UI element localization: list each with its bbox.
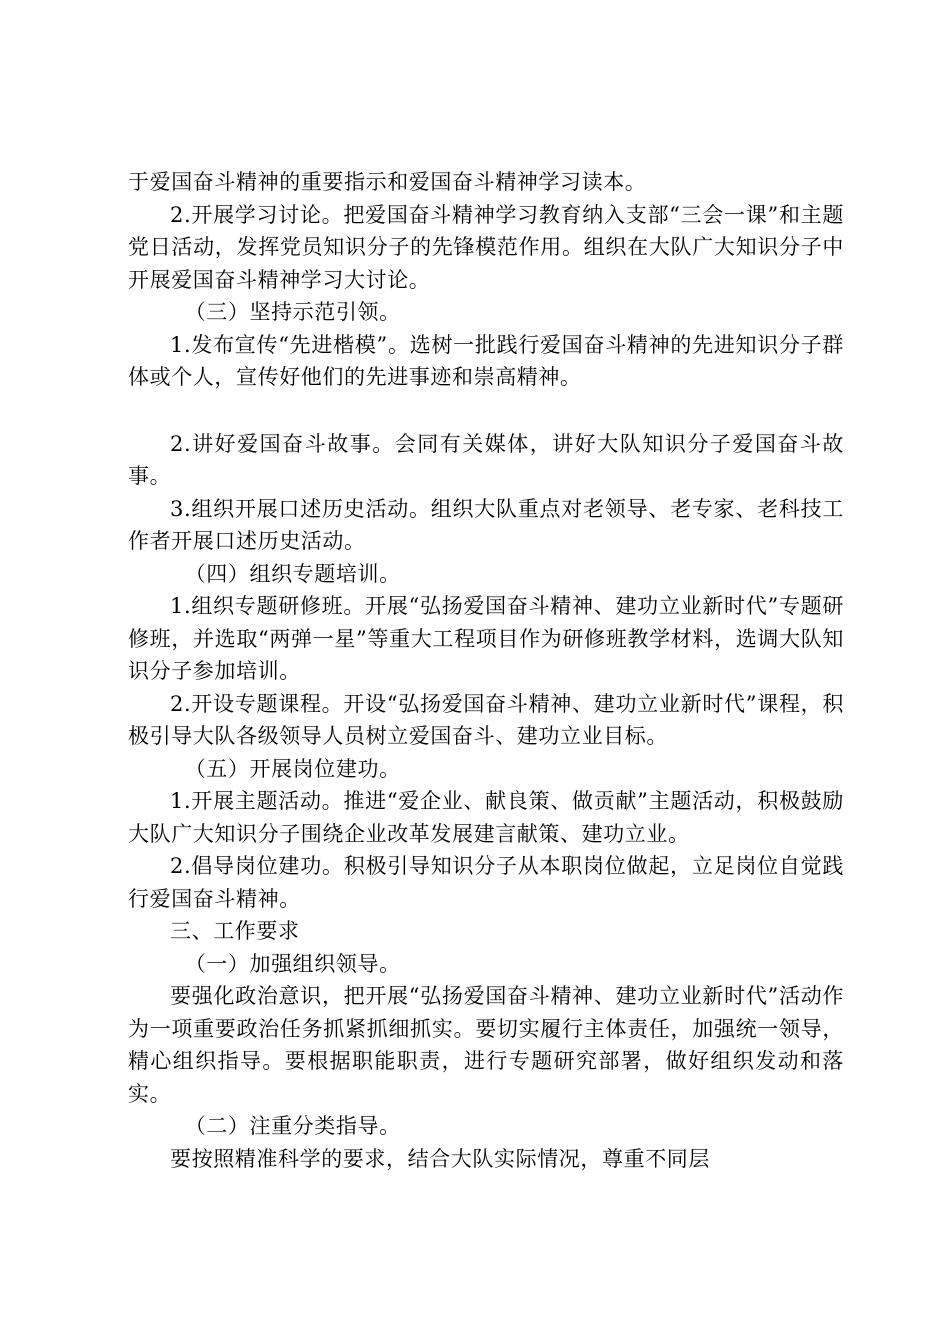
paragraph-advanced-models: 1.发布宣传“先进楷模”。选树一批践行爱国奋斗精神的先进知识分子群体或个人，宣传好他们的先进事迹和崇高精神。 — [128, 332, 844, 389]
subheading-leadership: （一）加强组织领导。 — [184, 951, 401, 976]
paragraph-post-advocacy: 2.倡导岗位建功。积极引导知识分子从本职岗位做起，立足岗位自觉践行爱国奋斗精神。 — [128, 854, 844, 911]
section-heading-requirements: 三、工作要求 — [170, 919, 300, 943]
section-heading-post-contribution: （五）开展岗位建功。 — [184, 756, 401, 781]
paragraph-theme-activity: 1.开展主题活动。推进“爱企业、献良策、做贡献”主题活动，积极鼓励大队广大知识分子围绕企业改革发展建言献策、建功立业。 — [128, 789, 844, 846]
document-body — [128, 166, 844, 1175]
paragraph-stories: 2.讲好爱国奋斗故事。会同有关媒体，讲好大队知识分子爱国奋斗故事。 — [128, 431, 844, 488]
paragraph-courses: 2.开设专题课程。开设“弘扬爱国奋斗精神、建功立业新时代”课程，积极引导大队各级领导人员树立爱国奋斗、建功立业目标。 — [128, 691, 844, 748]
paragraph-oral-history: 3.组织开展口述历史活动。组织大队重点对老领导、老专家、老科技工作者开展口述历史活动。 — [128, 496, 844, 553]
paragraph-study-discussion: 2.开展学习讨论。把爱国奋斗精神学习教育纳入支部“三会一课”和主题党日活动，发挥党员知识分子的先锋模范作用。组织在大队广大知识分子中开展爱国奋斗精神学习大讨论。 — [128, 202, 844, 292]
section-heading-demonstration: （三）坚持示范引领。 — [184, 300, 401, 324]
paragraph-precision-requirements: 要按照精准科学的要求，结合大队实际情况，尊重不同层 — [170, 1146, 710, 1171]
section-heading-training: （四）组织专题培训。 — [184, 561, 401, 586]
paragraph-seminar: 1.组织专题研修班。开展“弘扬爱国奋斗精神、建功立业新时代”专题研修班，并选取“两弹一星”等重大工程项目作为研修班教学材料，选调大队知识分子参加培训。 — [128, 594, 844, 683]
paragraph-continuation: 于爱国奋斗精神的重要指示和爱国奋斗精神学习读本。 — [128, 170, 647, 194]
subheading-classification: （二）注重分类指导。 — [184, 1114, 401, 1138]
paragraph-political-awareness: 要强化政治意识，把开展“弘扬爱国奋斗精神、建功立业新时代”活动作为一项重要政治任务抓紧抓细抓实。要切实履行主体责任，加强统一领导，精心组织指导。要根据职能职责，进行专题研究部署，做好组织发动和落实。 — [128, 984, 844, 1106]
